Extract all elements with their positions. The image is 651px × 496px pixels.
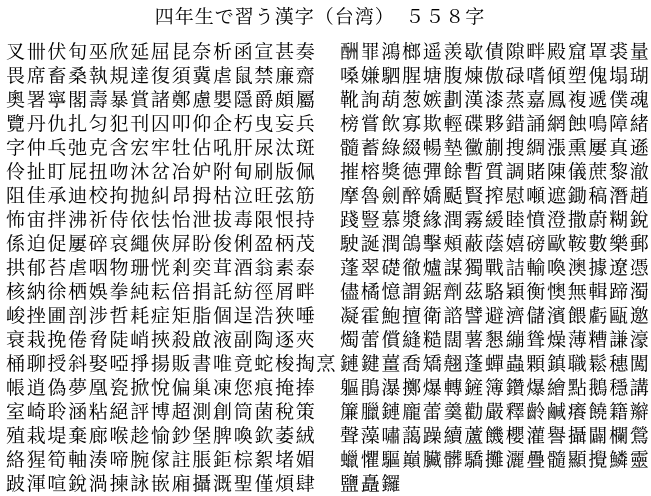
kanji-row: 覽丹仇扎匀犯刊囚叩仰企朽曳妄兵 <box>6 113 317 135</box>
kanji-row: 阻佳承迪校拘抛糾昂拇枯泣旺弦筋 <box>6 185 317 207</box>
kanji-row: 拱郁苔虐咽物珊恍剎奕茸酒翁素泰 <box>6 257 317 279</box>
kanji-row: 蠟懼驅巔臟髒驕攤灑疊髓顯攪鱗靈 <box>340 449 651 471</box>
kanji-row: 絡猩筍軸湊啼腕傢註脹鉅棕絮堵媚 <box>6 449 317 471</box>
kanji-row: 跛渾喧銳渦揀詠嵌廂攝溉聖僅煩肆 <box>6 473 317 495</box>
kanji-row: 燭蕾償縫糙闊薯懇繃聳燥薄糟謙濠 <box>340 329 651 351</box>
kanji-row: 儘橘憶謂鋸劑茲駱穎衡懊無輯蹄濁 <box>340 281 651 303</box>
kanji-row: 核納徐栖娛拳純耘倍捐託紡徑屑畔 <box>6 281 317 303</box>
kanji-row: 峻挫圃剖涉哲耗症矩脂個逞浩狹唾 <box>6 305 317 327</box>
kanji-row: 奧署寧閣壽暴賞諸鄭慮嬰隱爵頗屬 <box>6 89 317 111</box>
page-title: 四年生で習う漢字（台湾） ５５８字 <box>154 6 486 28</box>
kanji-row: 鏈鍵薑喬矯翹蓬蟬蟲顆鎮職鬆穗闖 <box>340 353 651 375</box>
kanji-row: 摧榕獎德彈餘暫質調賭陳儀蔗黎澈 <box>340 161 651 183</box>
kanji-row: 聲藻嘯藹躁續蘆饑櫻灌譽攝闢欄鶯 <box>340 425 651 447</box>
kanji-row: 蓬翠礎徹爐謀獨戰詰輸喚澳據遼憑 <box>340 257 651 279</box>
kanji-row: 凝霍鮑擅衛諮譬避濟儲濱餵虧甌邀 <box>340 305 651 327</box>
kanji-row: 酬罪鴻榔遥羡歇債隙畔殿窟罩裘量 <box>340 41 651 63</box>
kanji-row: 鹽矗鑼 <box>340 473 403 495</box>
kanji-row: 係迫促屢碎哀繩俠屏盼俊俐盈柄茂 <box>6 233 317 255</box>
kanji-row: 嗓嫌駟腥塘腹煉傲碌嗜傾塑傀塌瑚 <box>340 65 651 87</box>
kanji-row: 靴詢葫葱嫉劃漢漆蒸嘉鳳複遞僕魂 <box>340 89 651 111</box>
kanji-row: 踐豎慕漿緣潤霧緩睦憤澄撒蔚糊銳 <box>340 209 651 231</box>
kanji-row: 桶聊授斜娶啞掙揚販書唯竟蛇梭掏烹 <box>6 353 338 375</box>
kanji-row: 室崎聆涵粘絕評博超測創筒菌稅策 <box>6 401 317 423</box>
kanji-row: 怖宙拌沸祈侍依怯怡泄拔毒限恨持 <box>6 209 317 231</box>
kanji-row: 殖栽堤棄廊喉趁愉鈔堡脾喚欽萎絨 <box>6 425 317 447</box>
kanji-row: 榜嘗飲寡欺輕碟夥錯誦網蝕鳴障緒 <box>340 113 651 135</box>
kanji-row: 伶扯盯屁扭吻沐岔冶妒附甸刷版佩 <box>6 161 317 183</box>
kanji-row: 駛誕潤鴿擊頰蔽蔭嬉磅歐鞍數樂郵 <box>340 233 651 255</box>
kanji-row: 簾臘鏈龐蕾羹勸嚴釋齡鹹癢饒籍辮 <box>340 401 651 423</box>
kanji-row: 叉卌伏旬巫欣延屈昆奈析函宣甚奏 <box>6 41 317 63</box>
kanji-column-right <box>340 40 651 496</box>
kanji-row: 衰栽挽倦脅陡峭挾殺啟液副陶逐夾 <box>6 329 317 351</box>
kanji-row: 髓蓄綠綴暢墊黴蒯搜綢漲熏屢真遜 <box>340 137 651 159</box>
kanji-column-left <box>6 40 337 496</box>
kanji-row: 摩魯劍醉嬌颳賢搾慰噸遮鋤稿潛趙 <box>340 185 651 207</box>
kanji-row: 軀鵑瀑擲爆轉鏟簿鑽爆繪點鵝穩講 <box>340 377 651 399</box>
kanji-row: 字仲乓弛克含宏牢牡佔吼肝尿汰斑 <box>6 137 317 159</box>
kanji-row: 帳逍偽夢凰瓷掀悅偏巢凍您痕掩捧 <box>6 377 317 399</box>
kanji-row: 畏席畜桑執規達復須冀虐鼠禁廉齋 <box>6 65 317 87</box>
